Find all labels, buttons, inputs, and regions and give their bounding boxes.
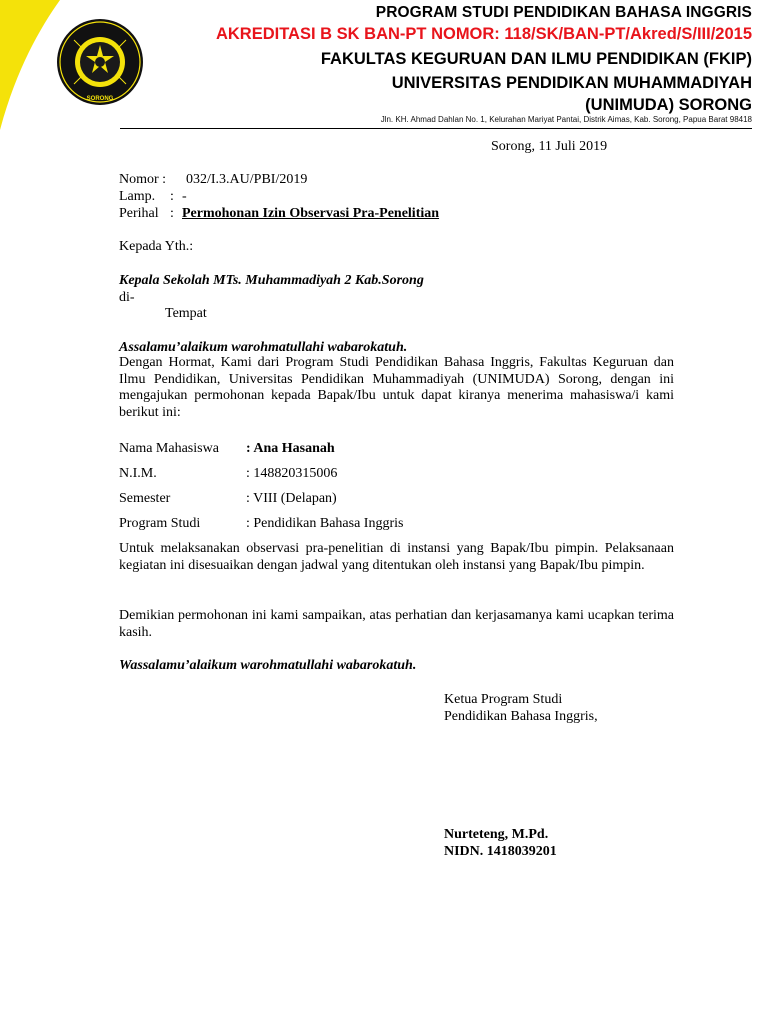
signatory-name: Nurteteng, M.Pd. [444, 827, 549, 842]
tempat-label: Tempat [165, 306, 207, 321]
paragraph-intro: Dengan Hormat, Kami dari Program Studi Pendidikan Bahasa Inggris, Fakultas Keguruan dan Ilmu Pendidikan, Universitas Pendidikan Muhammadiyah (UNIMUDA) Sorong, dengan ini mengajukan permohonan kepada Bapak/Ibu untuk dapat kiranya menerima mahasiswa/i kami berikut ini: [119, 355, 674, 420]
lamp-value: - [182, 189, 187, 204]
student-semester-label: Semester [119, 491, 171, 506]
student-nim-label: N.I.M. [119, 466, 157, 481]
yellow-corner-decoration [0, 0, 60, 130]
header-faculty: FAKULTAS KEGURUAN DAN ILMU PENDIDIKAN (FKIP) [320, 50, 752, 68]
kepada-yth: Kepada Yth.: [119, 239, 194, 254]
salam-opening: Assalamu’alaikum warohmatullahi wabarokatuh. [119, 340, 408, 355]
header-divider [120, 128, 752, 129]
signatory-title-1: Ketua Program Studi [444, 692, 563, 707]
di-label: di- [119, 290, 135, 305]
letter-date: Sorong, 11 Juli 2019 [491, 139, 608, 154]
university-logo [56, 18, 144, 106]
student-semester-value: : VIII (Delapan) [246, 491, 337, 506]
student-name-value: : Ana Hasanah [246, 441, 335, 456]
signatory-nidn: NIDN. 1418039201 [444, 844, 557, 859]
perihal-label: Perihal [119, 206, 159, 221]
svg-text:SORONG: SORONG [86, 96, 114, 102]
header-study-program: PROGRAM STUDI PENDIDIKAN BAHASA INGGRIS [375, 4, 752, 21]
perihal-value: Permohonan Izin Observasi Pra-Penelitian [182, 206, 440, 221]
lamp-label: Lamp. [119, 189, 156, 204]
nomor-label: Nomor : [119, 172, 167, 187]
header-address: Jln. KH. Ahmad Dahlan No. 1, Kelurahan Mariyat Pantai, Distrik Aimas, Kab. Sorong, Papua Barat 98418 [380, 115, 752, 124]
student-name-label: Nama Mahasiswa [119, 441, 219, 456]
signatory-title-2: Pendidikan Bahasa Inggris, [444, 709, 598, 724]
nomor-value: 032/I.3.AU/PBI/2019 [186, 172, 308, 187]
perihal-colon: : [170, 206, 174, 221]
header-accreditation: AKREDITASI B SK BAN-PT NOMOR: 118/SK/BAN-PT/Akred/S/III/2015 [215, 25, 752, 43]
recipient: Kepala Sekolah MTs. Muhammadiyah 2 Kab.Sorong [119, 273, 424, 288]
lamp-colon: : [170, 189, 174, 204]
student-program-value: : Pendidikan Bahasa Inggris [246, 516, 404, 531]
salam-closing: Wassalamu’alaikum warohmatullahi wabarokatuh. [119, 658, 417, 673]
paragraph-closing: Demikian permohonan ini kami sampaikan, atas perhatian dan kerjasamanya kami ucapkan terima kasih. [119, 608, 674, 640]
header-university: UNIVERSITAS PENDIDIKAN MUHAMMADIYAH [391, 74, 752, 92]
student-nim-value: : 148820315006 [246, 466, 338, 481]
paragraph-purpose: Untuk melaksanakan observasi pra-penelitian di instansi yang Bapak/Ibu pimpin. Pelaksanaan kegiatan ini disesuaikan dengan jadwal yang ditentukan oleh instansi yang Bapak/Ibu pimpin. [119, 541, 674, 573]
header-university-abbr: (UNIMUDA) SORONG [585, 96, 752, 114]
student-program-label: Program Studi [119, 516, 201, 531]
